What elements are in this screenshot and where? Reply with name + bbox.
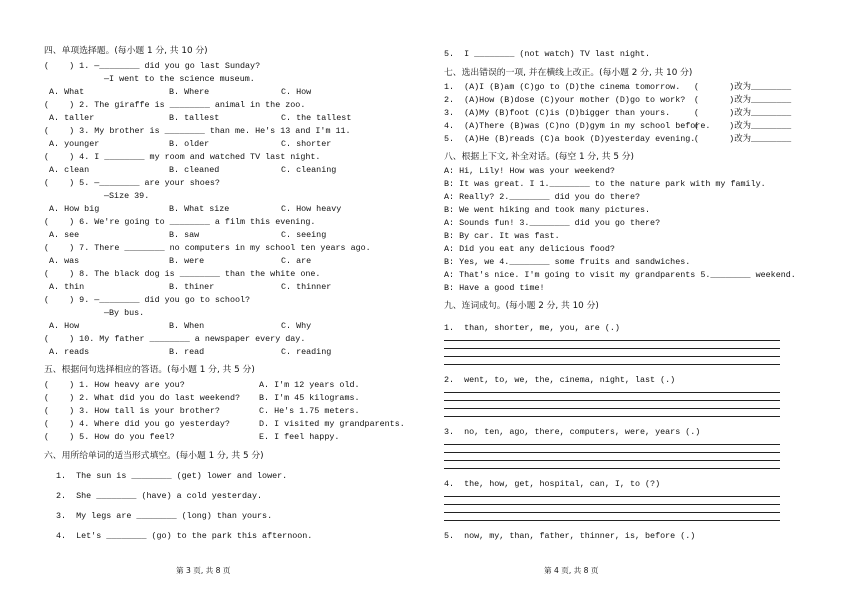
q10-stem: ( ) 10. My father ________ a newspaper every day.: [44, 334, 306, 344]
dialog-line-1: A: Hi, Lily! How was your weekend?: [444, 166, 615, 176]
s6-item-2: 2. She ________ (have) a cold yesterday.: [56, 491, 263, 501]
dialog-line-9: A: That's nice. I'm going to visit my grandparents 5.________ weekend.: [444, 270, 796, 280]
q4-stem: ( ) 4. I ________ my room and watched TV last night.: [44, 152, 321, 162]
dialog-line-8: B: Yes, we 4.________ some fruits and sandwiches.: [444, 257, 691, 267]
s5-answer-b: B. I'm 45 kilograms.: [259, 393, 360, 403]
q3-option-a: A. younger: [49, 139, 100, 149]
q10-option-b: B. read: [169, 347, 205, 357]
s5-question-3: ( ) 3. How tall is your brother?: [44, 406, 220, 416]
q2-stem: ( ) 2. The giraffe is ________ animal in the zoo.: [44, 100, 306, 110]
answer-line: [444, 520, 780, 521]
q8-option-a: A. thin: [49, 282, 85, 292]
q7-stem: ( ) 7. There ________ no computers in my school ten years ago.: [44, 243, 371, 253]
dialog-line-6: B: By car. It was fast.: [444, 231, 560, 241]
answer-line: [444, 348, 780, 349]
q1-stem: ( ) 1. —________ did you go last Sunday?: [44, 61, 261, 71]
q3-stem: ( ) 3. My brother is ________ than me. He's 13 and I'm 11.: [44, 126, 351, 136]
s5-question-1: ( ) 1. How heavy are you?: [44, 380, 185, 390]
q9-reply: —By bus.: [104, 308, 145, 318]
q8-option-b: B. thiner: [169, 282, 215, 292]
s5-answer-e: E. I feel happy.: [259, 432, 340, 442]
q5-option-c: C. How heavy: [281, 204, 342, 214]
answer-line: [444, 416, 780, 417]
dialog-line-4: B: We went hiking and took many pictures.: [444, 205, 651, 215]
q1-option-b: B. Where: [169, 87, 210, 97]
answer-line: [444, 340, 780, 341]
section-9-title: 九、连词成句。(每小题 2 分, 共 10 分): [444, 301, 599, 311]
q2-option-c: C. the tallest: [281, 113, 352, 123]
q2-option-b: B. tallest: [169, 113, 220, 123]
answer-line: [444, 444, 780, 445]
s5-answer-d: D. I visited my grandparents.: [259, 419, 405, 429]
s5-answer-a: A. I'm 12 years old.: [259, 380, 360, 390]
s7-item-3: 3. (A)My (B)foot (C)is (D)bigger than yours.: [444, 108, 671, 118]
s9-item-3: 3. no, ten, ago, there, computers, were, years (.): [444, 427, 701, 437]
q4-option-c: C. cleaning: [281, 165, 337, 175]
answer-line: [444, 356, 780, 357]
answer-line: [444, 460, 780, 461]
s7-item-5: 5. (A)He (B)reads (C)a book (D)yesterday evening.: [444, 134, 696, 144]
answer-line: [444, 452, 780, 453]
q3-option-b: B. older: [169, 139, 210, 149]
dialog-line-7: A: Did you eat any delicious food?: [444, 244, 615, 254]
s6-item-3: 3. My legs are ________ (long) than yours.: [56, 511, 273, 521]
answer-line: [444, 468, 780, 469]
s6-item-5: 5. I ________ (not watch) TV last night.: [444, 49, 651, 59]
s7-correction-1: ( )改为________: [694, 82, 792, 92]
s5-question-2: ( ) 2. What did you do last weekend?: [44, 393, 241, 403]
s5-question-4: ( ) 4. Where did you go yesterday?: [44, 419, 230, 429]
s6-item-1: 1. The sun is ________ (get) lower and lower.: [56, 471, 288, 481]
section-5-title: 五、根据问句选择相应的答语。(每小题 1 分, 共 5 分): [44, 365, 255, 375]
s9-item-2: 2. went, to, we, the, cinema, night, last (.): [444, 375, 676, 385]
answer-line: [444, 364, 780, 365]
answer-line: [444, 512, 780, 513]
s7-item-4: 4. (A)There (B)was (C)no (D)gym in my school before.: [444, 121, 711, 131]
s7-item-1: 1. (A)I (B)am (C)go to (D)the cinema tomorrow.: [444, 82, 681, 92]
q9-option-b: B. When: [169, 321, 205, 331]
s9-item-5: 5. now, my, than, father, thinner, is, before (.): [444, 531, 696, 541]
section-6-title: 六、用所给单词的适当形式填空。(每小题 1 分, 共 5 分): [44, 451, 264, 461]
section-4-title: 四、单项选择题。(每小题 1 分, 共 10 分): [44, 46, 208, 56]
q10-option-a: A. reads: [49, 347, 90, 357]
answer-line: [444, 408, 780, 409]
q8-option-c: C. thinner: [281, 282, 332, 292]
q5-stem: ( ) 5. —________ are your shoes?: [44, 178, 220, 188]
s7-correction-3: ( )改为________: [694, 108, 792, 118]
q6-option-c: C. seeing: [281, 230, 327, 240]
q1-reply: —I went to the science museum.: [104, 74, 255, 84]
s7-item-2: 2. (A)How (B)dose (C)your mother (D)go to work?: [444, 95, 686, 105]
q7-option-a: A. was: [49, 256, 80, 266]
q3-option-c: C. shorter: [281, 139, 332, 149]
s5-answer-c: C. He's 1.75 meters.: [259, 406, 360, 416]
q10-option-c: C. reading: [281, 347, 332, 357]
q6-stem: ( ) 6. We're going to ________ a film this evening.: [44, 217, 316, 227]
dialog-line-10: B: Have a good time!: [444, 283, 545, 293]
q4-option-a: A. clean: [49, 165, 90, 175]
q9-stem: ( ) 9. —________ did you go to school?: [44, 295, 251, 305]
section-7-title: 七、选出错误的一项, 并在横线上改正。(每小题 2 分, 共 10 分): [444, 68, 693, 78]
q5-option-b: B. What size: [169, 204, 230, 214]
page-footer-right: 第 4 页, 共 8 页: [544, 566, 599, 575]
answer-line: [444, 504, 780, 505]
answer-line: [444, 496, 780, 497]
answer-line: [444, 392, 780, 393]
dialog-line-3: A: Really? 2.________ did you do there?: [444, 192, 641, 202]
q6-option-b: B. saw: [169, 230, 200, 240]
dialog-line-5: A: Sounds fun! 3.________ did you go there?: [444, 218, 661, 228]
q9-option-c: C. Why: [281, 321, 312, 331]
s7-correction-2: ( )改为________: [694, 95, 792, 105]
q1-option-c: C. How: [281, 87, 312, 97]
s9-item-1: 1. than, shorter, me, you, are (.): [444, 323, 620, 333]
q9-option-a: A. How: [49, 321, 80, 331]
q5-reply: —Size 39.: [104, 191, 150, 201]
q7-option-c: C. are: [281, 256, 312, 266]
q5-option-a: A. How big: [49, 204, 100, 214]
section-8-title: 八、根据上下文, 补全对话。(每空 1 分, 共 5 分): [444, 152, 634, 162]
s9-item-4: 4. the, how, get, hospital, can, I, to (?): [444, 479, 661, 489]
q8-stem: ( ) 8. The black dog is ________ than the white one.: [44, 269, 321, 279]
page-footer-left: 第 3 页, 共 8 页: [176, 566, 231, 575]
s7-correction-5: ( )改为________: [694, 134, 792, 144]
q4-option-b: B. cleaned: [169, 165, 220, 175]
q7-option-b: B. were: [169, 256, 205, 266]
q1-option-a: A. What: [49, 87, 85, 97]
dialog-line-2: B: It was great. I 1.________ to the nature park with my family.: [444, 179, 766, 189]
answer-line: [444, 400, 780, 401]
s5-question-5: ( ) 5. How do you feel?: [44, 432, 175, 442]
s6-item-4: 4. Let's ________ (go) to the park this afternoon.: [56, 531, 313, 541]
s7-correction-4: ( )改为________: [694, 121, 792, 131]
q6-option-a: A. see: [49, 230, 80, 240]
q2-option-a: A. taller: [49, 113, 95, 123]
